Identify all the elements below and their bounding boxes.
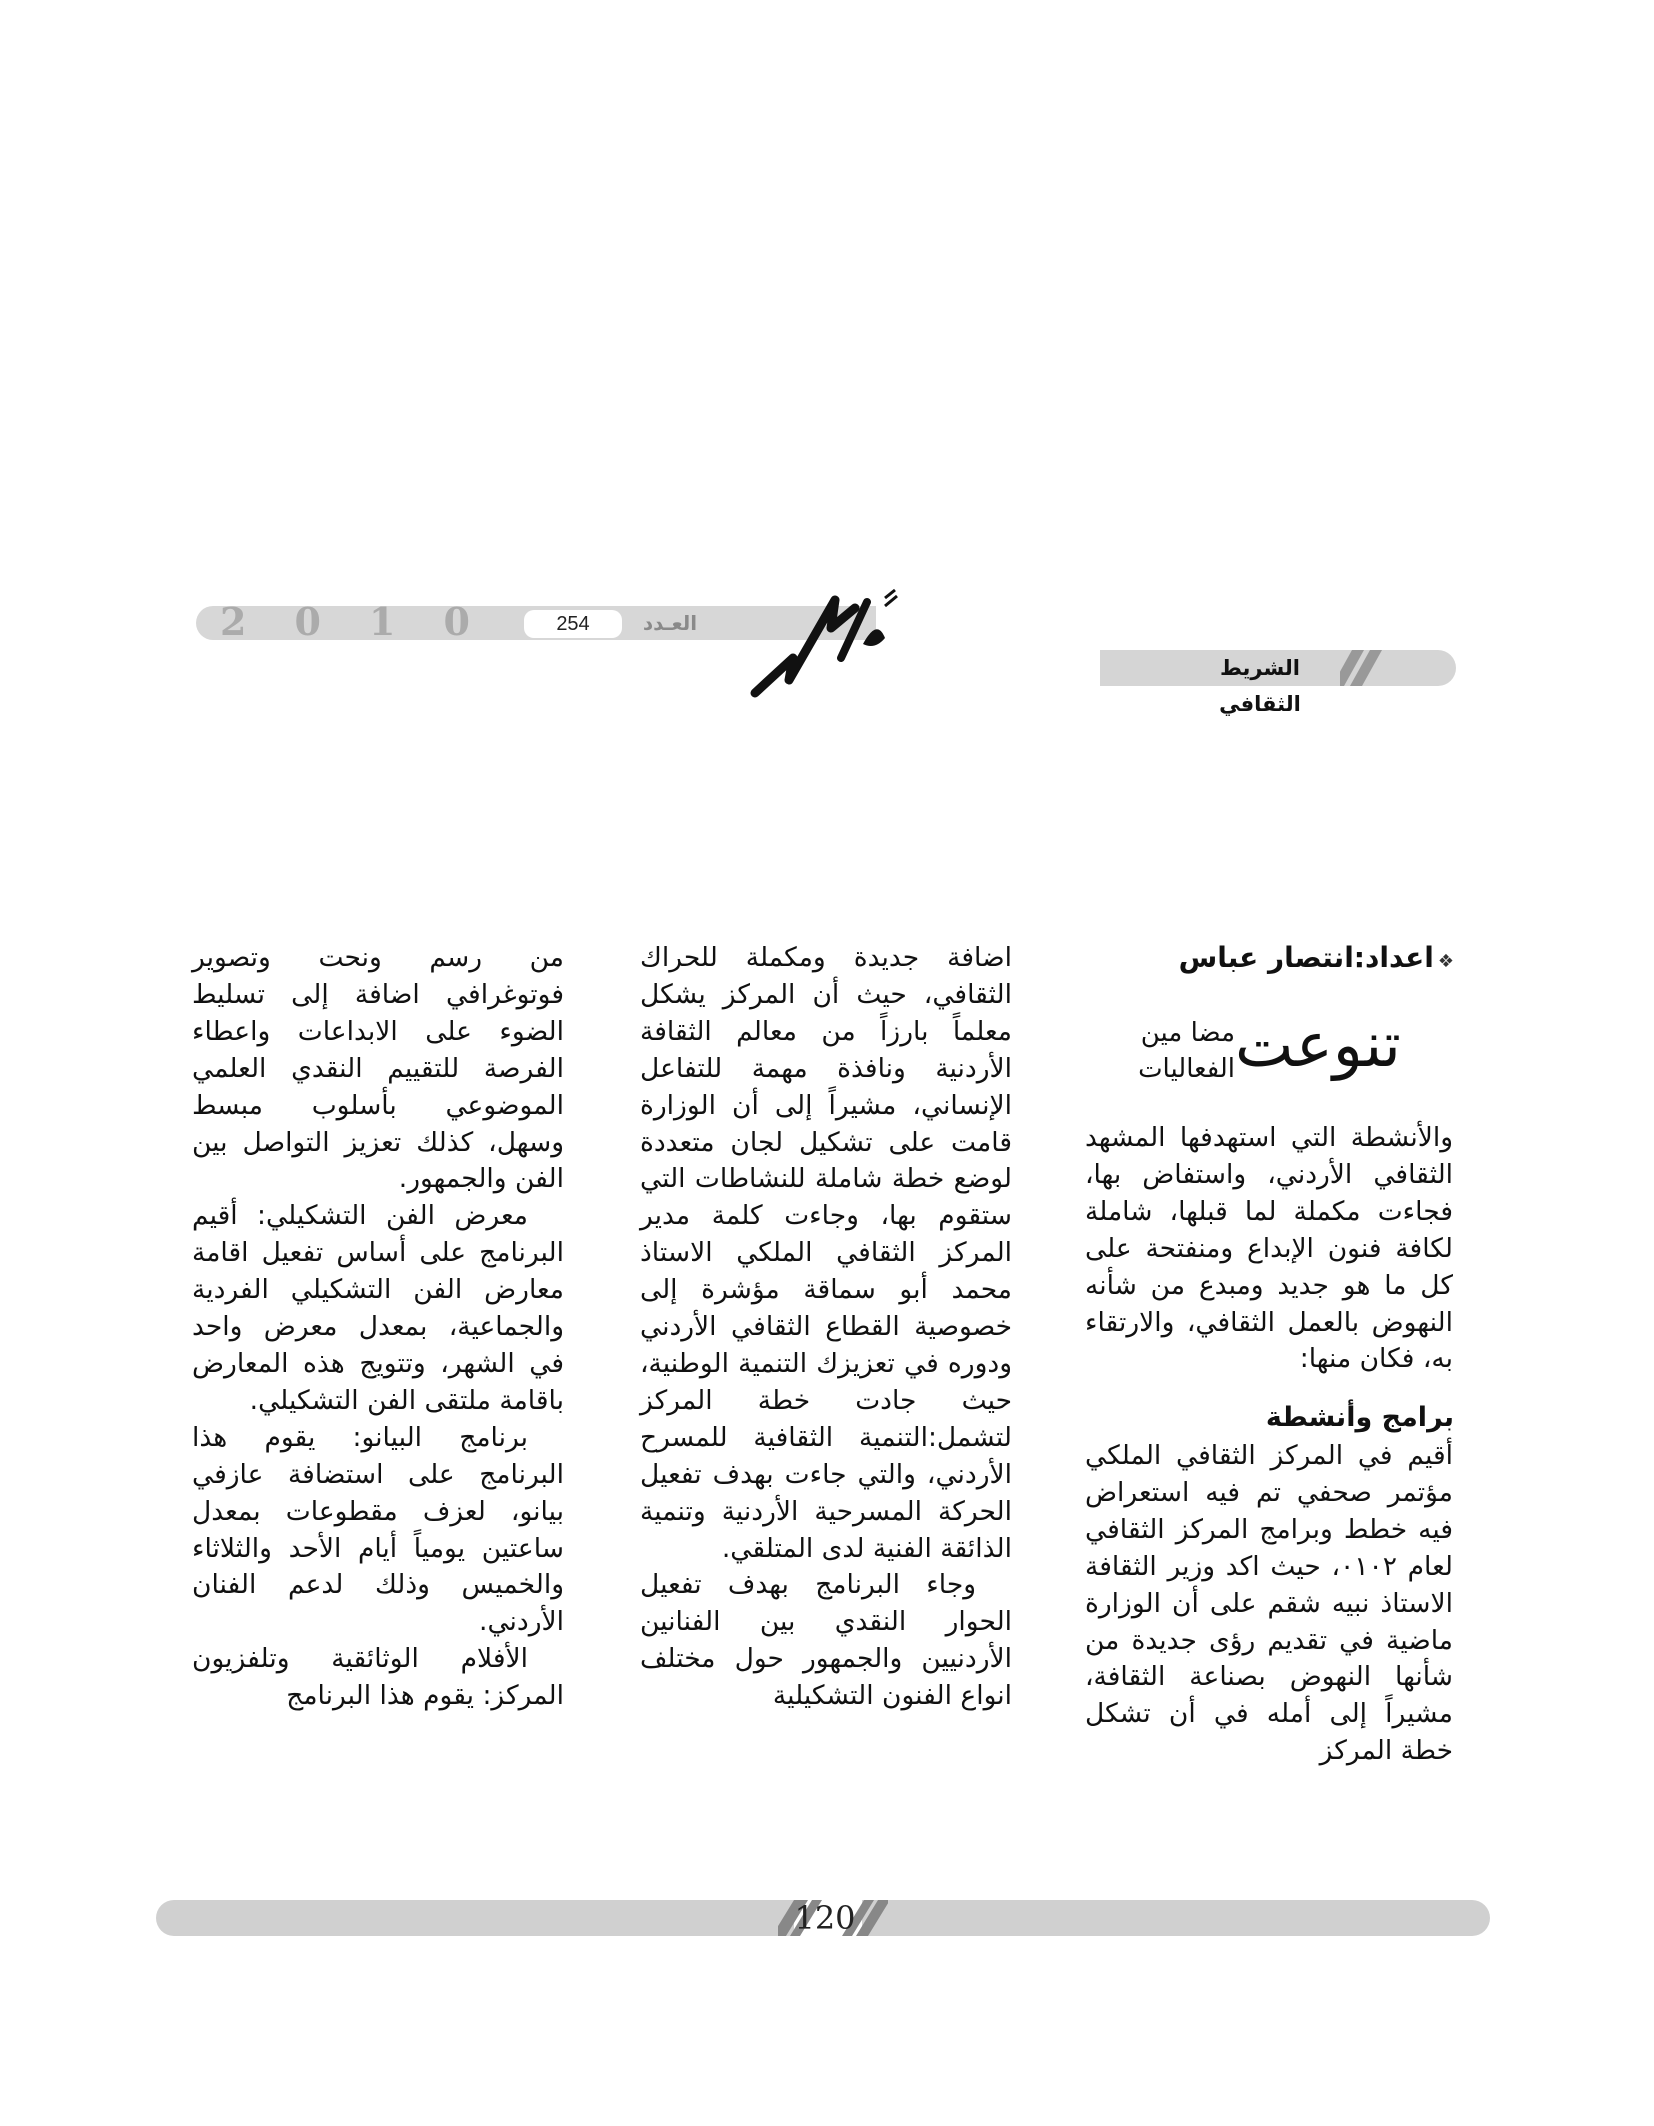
column-right-continued [1085,1438,1453,1770]
byline-text: اعداد:انتصار عباس [1178,941,1434,974]
paragraph: اضافة جديدة ومكملة للحراك الثقافي، حيث أن المركز يشكل معلماً بارزاً من معالم الثقافة الأردنية ونافذة مهمة للتفاعل الإنساني، مشيراً إلى أن الوزارة قامت على تشكيل لجان متعددة لوضع خطة شاملة للنشاطات التي ستقوم بها، وجاءت كلمة مدير المركز الثقافي الملكي الاستاذ محمد أبو سماقة مؤشرة إلى خصوصية القطاع الثقافي الأردني ودوره في تعزيزك التنمية الوطنية، حيث جادت خطة المركز لتشمل:التنمية الثقافية للمسرح الأردني، والتي جاءت بهدف تفعيل الحركة المسرحية الأردنية وتنمية الذائقة الفنية لدى المتلقي. [640,942,1012,1564]
byline [1140,938,1454,978]
issue-number: 254 [524,610,622,638]
column-middle [640,940,1012,1715]
footer-band-left [156,1900,794,1936]
paragraph: والأنشطة التي استهدفها المشهد الثقافي الأردني، واستفاض بها، فجاءت مكملة لما قبلها، شاملة لكافة فنون الإبداع ومنفتحة على كل ما هو جديد ومبدع من شأنه النهوض بالعمل الثقافي، والارتقاء به، فكان منها: [1085,1122,1453,1375]
paragraph: الأفلام الوثائقية وتلفزيون المركز: يقوم هذا البرنامج [192,1643,564,1712]
paragraph: وجاء البرنامج بهدف تفعيل الحوار النقدي بين الفنانين الأردنيين والجمهور حول مختلف انواع الفنون التشكيلية [640,1569,1012,1712]
year-digit: 0 [443,599,470,644]
drop-word: تنوعت [1235,1008,1401,1081]
logo-icon [745,588,905,698]
footer-band-right [862,1900,1490,1936]
page-number: 120 [794,1899,856,1937]
paragraph: برنامج البيانو: يقوم هذا البرنامج على استضافة عازفي بيانو، لعزف مقطوعات بمعدل ساعتين يومياً أيام الأحد والثلاثاء والخميس وذلك لدعم الفنان الأردني. [192,1421,564,1638]
year-digit: 1 [369,599,396,644]
diamond-icon: ❖ [1437,951,1454,972]
paragraph: من رسم ونحت وتصوير فوتوغرافي اضافة إلى تسليط الضوء على الابداعات واعطاء الفرصة للتقييم النقدي العلمي الموضوعي بأسلوب مبسط وسهل، كذلك تعزيز التواصل بين الفن والجمهور. [192,942,564,1195]
section-title: الشريط الثقافي [1180,650,1340,686]
column-right [1085,1120,1453,1378]
column-left [192,940,564,1715]
year-digits [220,599,470,644]
year-digit: 0 [294,599,321,644]
lead-words: مضا مين الفعاليات [1138,1018,1235,1084]
subheading: برامج وأنشطة [1265,1402,1454,1433]
section-divider-icon [1340,650,1400,686]
paragraph: أقيم في المركز الثقافي الملكي مؤتمر صحفي تم فيه استعراض فيه خطط وبرامج المركز الثقافي لعام ٠١٠٢، حيث اكد وزير الثقافة الاستاذ نبيه شقم على أن الوزارة ماضية في تقديم رؤى جديدة من شأنها النهوض بصناعة الثقافة، مشيراً إلى أمله في أن تشكل خطة المركز [1085,1440,1453,1767]
paragraph: معرض الفن التشكيلي: أقيم البرنامج على أساس تفعيل اقامة معارض الفن التشكيلي الفردية والجماعية، بمعدل معرض واحد في الشهر، وتتويج هذه المعارض باقامة ملتقى الفن التشكيلي. [192,1200,564,1416]
magazine-logo [745,588,905,698]
year-digit: 2 [220,599,247,644]
issue-label: العـدد [642,611,698,635]
